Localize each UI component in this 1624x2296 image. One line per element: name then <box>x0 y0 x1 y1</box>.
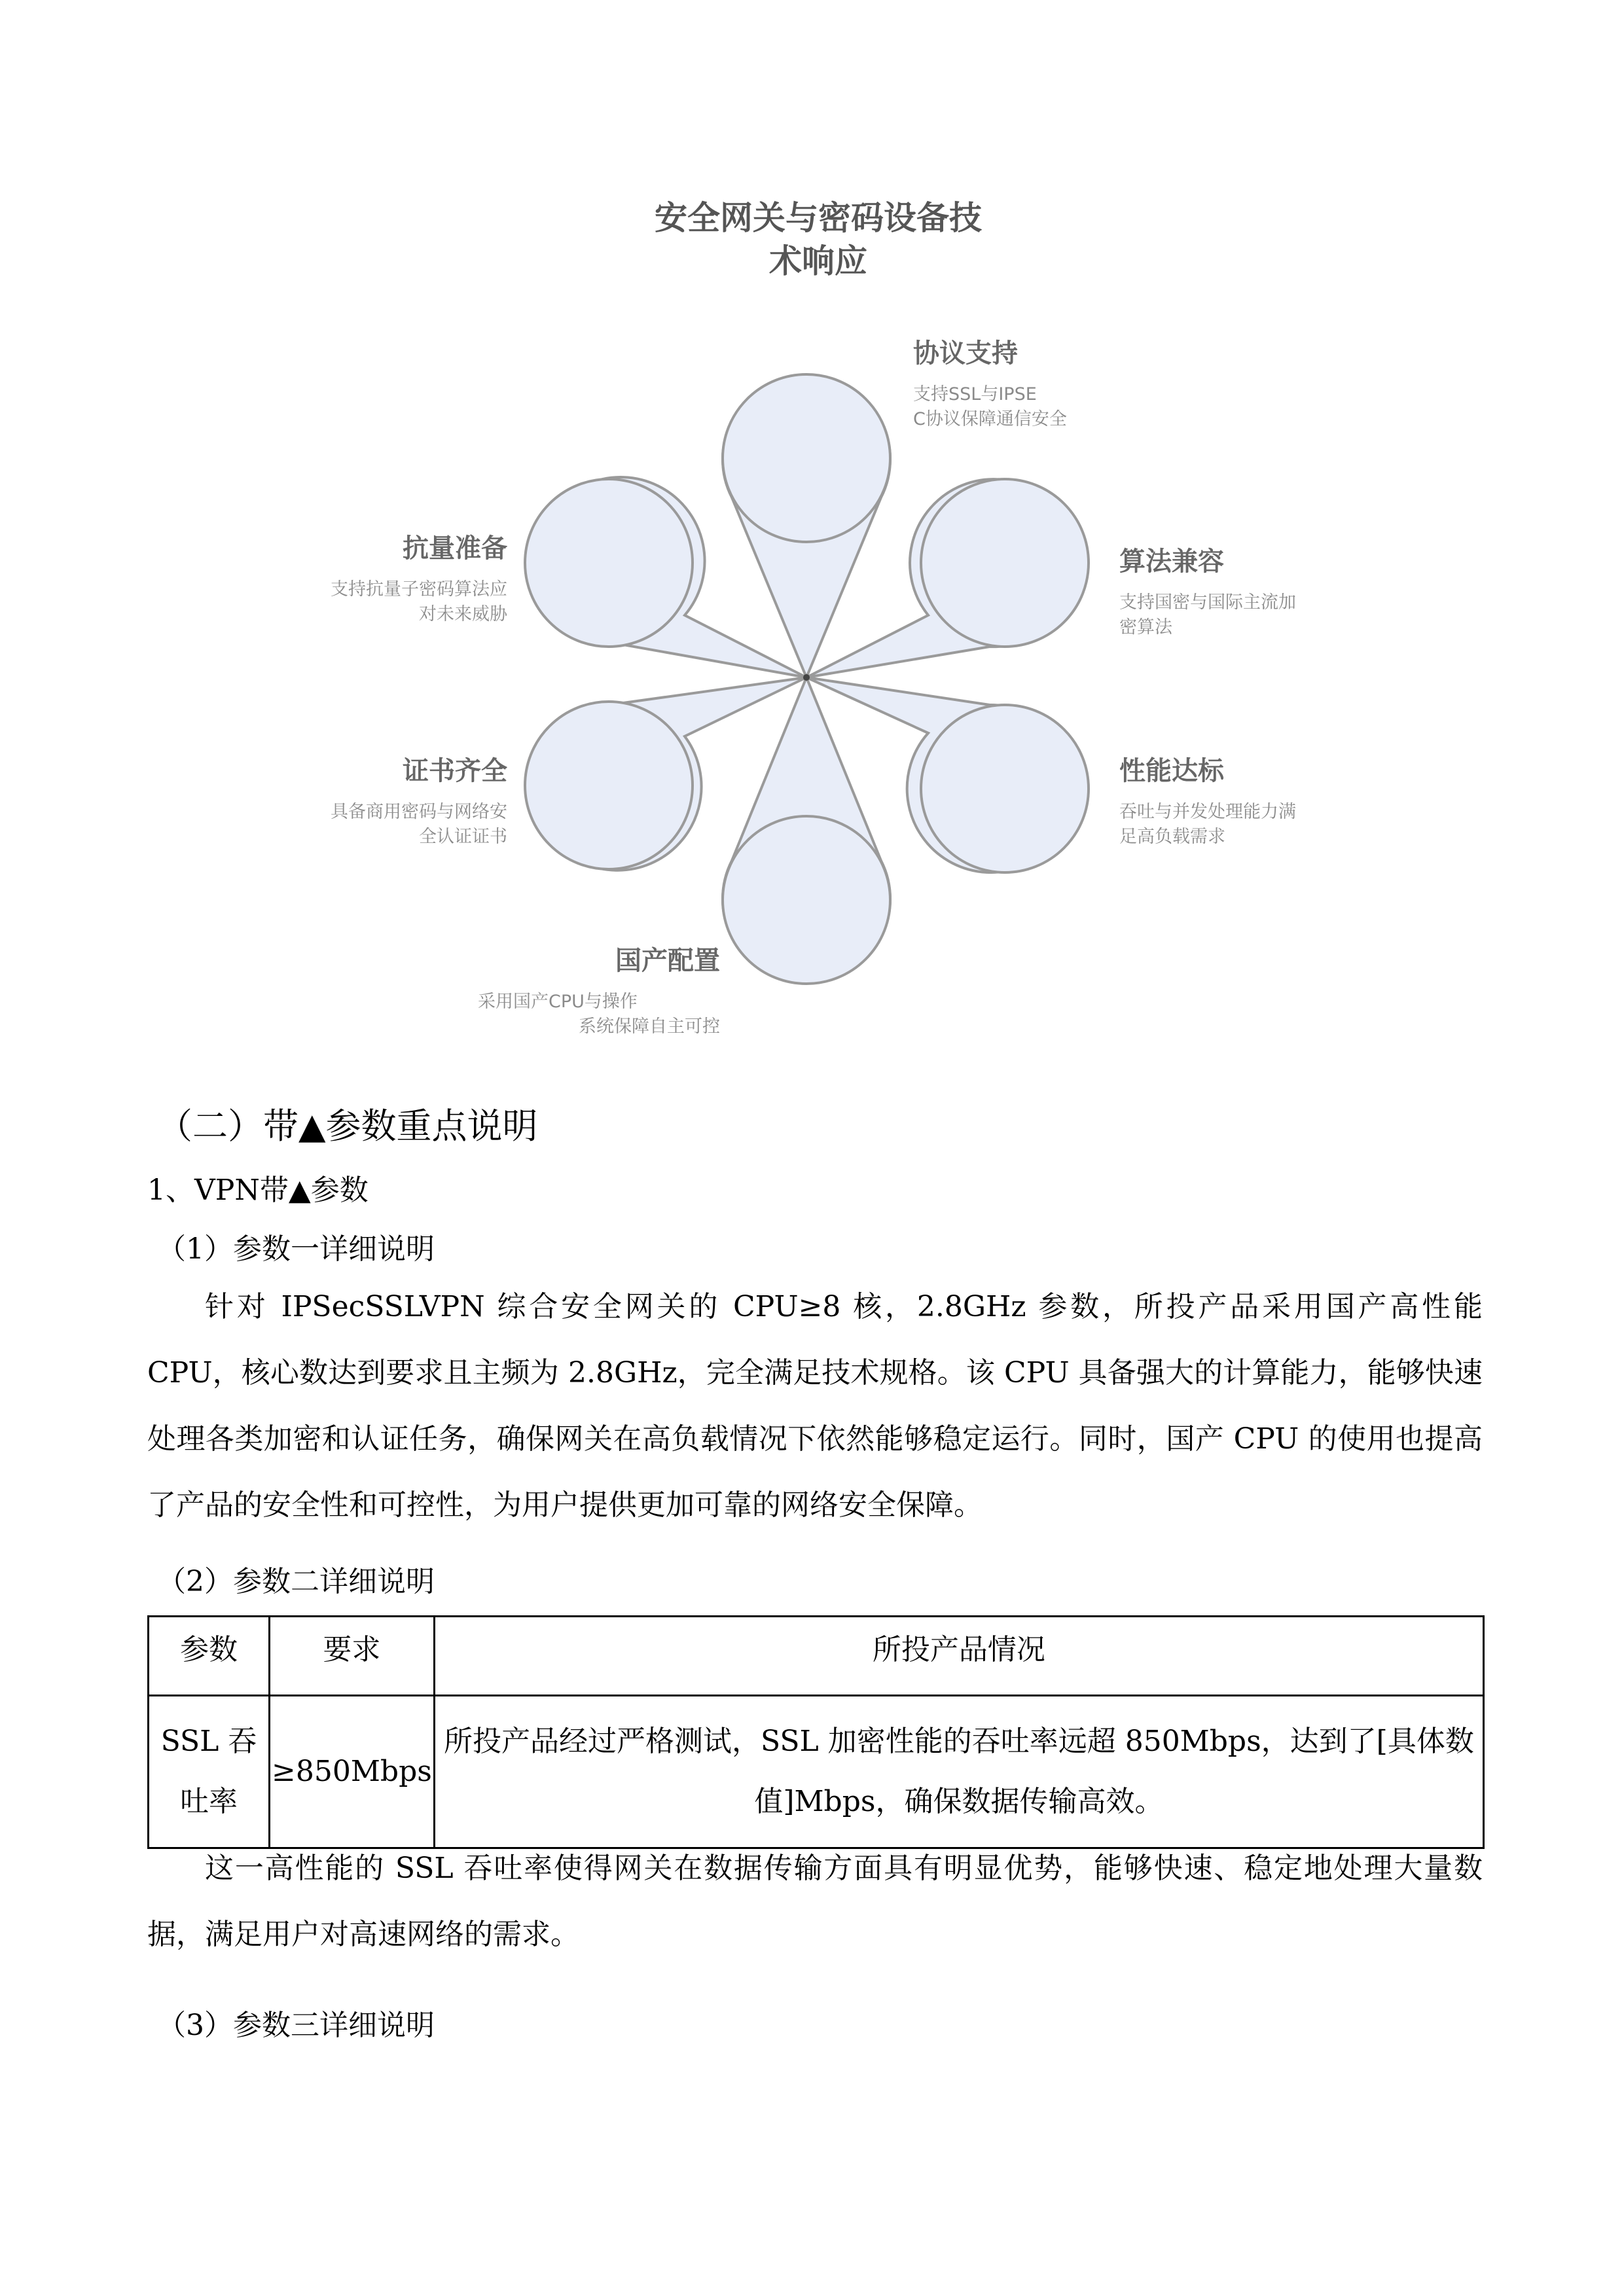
label-domestic-config: 国产配置 采用国产CPU与操作 系统保障自主可控 <box>478 946 720 1037</box>
label-algorithm-compat: 算法兼容 支持国密与国际主流加 密算法 <box>1119 547 1296 637</box>
table-header-offer: 所投产品情况 <box>434 1617 1483 1696</box>
subsection-vpn-heading: 1、VPN带▲参数 <box>147 1174 369 1207</box>
petal-diagram-graphic <box>0 0 1624 1073</box>
table-header-param: 参数 <box>149 1617 270 1696</box>
table-cell-requirement: ≥850Mbps <box>270 1696 435 1848</box>
label-protocol-support: 协议支持 支持SSL与IPSE C协议保障通信安全 <box>913 338 1067 429</box>
label-certificates: 证书齐全 具备商用密码与网络安 全认证证书 <box>331 756 507 847</box>
param2-table <box>147 1615 1485 1849</box>
security-gateway-diagram <box>0 0 1624 1073</box>
param1-body: 针对 IPSecSSLVPN 综合安全网关的 CPU≥8 核，2.8GHz 参数，所投产品采用国产高性能 CPU，核心数达到要求且主频为 2.8GHz，完全满足技术规格。该 CPU 具备强大的计算能力，能够快速处理各类加密和认证任务，确保网关在高负载情况下依然能够稳定运行。同时，国产 CPU 的使用也提高了产品的安全性和可控性，为用户提供更加可靠的网络安全保障。 <box>147 1290 1483 1522</box>
param2-body: 这一高性能的 SSL 吞吐率使得网关在数据传输方面具有明显优势，能够快速、稳定地处理大量数据，满足用户对高速网络的需求。 <box>147 1852 1483 1951</box>
table-header-row <box>149 1617 1484 1696</box>
table-cell-offer: 所投产品经过严格测试，SSL 加密性能的吞吐率远超 850Mbps，达到了[具体数值]Mbps，确保数据传输高效。 <box>434 1696 1483 1848</box>
table-header-requirement: 要求 <box>270 1617 435 1696</box>
param2-heading: （2）参数二详细说明 <box>157 1565 435 1598</box>
label-quantum-ready: 抗量准备 支持抗量子密码算法应 对未来威胁 <box>331 533 507 624</box>
table-cell-param: SSL 吞吐率 <box>149 1696 270 1848</box>
label-performance: 性能达标 吞吐与并发处理能力满 足高负载需求 <box>1119 756 1296 847</box>
param1-heading: （1）参数一详细说明 <box>157 1232 435 1266</box>
table-row <box>149 1696 1484 1848</box>
diagram-title: 安全网关与密码设备技 术响应 <box>655 199 982 280</box>
section-heading: （二）带▲参数重点说明 <box>157 1105 538 1147</box>
param3-heading: （3）参数三详细说明 <box>157 2009 435 2042</box>
